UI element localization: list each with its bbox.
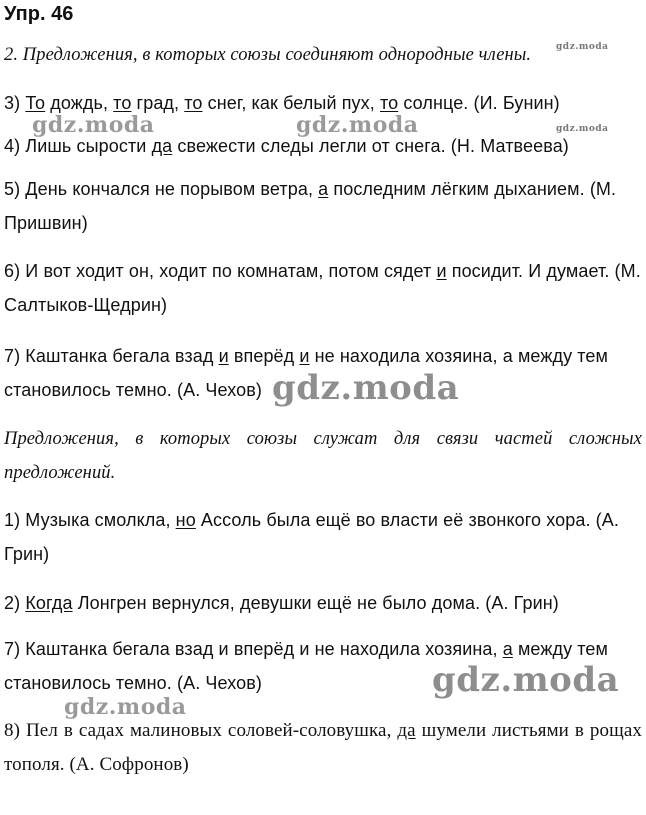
sentence-text: Ассоль была ещё во власти её звонкого хора. (А. Грин) bbox=[4, 510, 619, 564]
sentence-text: 5) День кончался не порывом ветра, bbox=[4, 179, 319, 199]
underlined-conjunction: а bbox=[502, 639, 513, 659]
underlined-conjunction: а bbox=[318, 179, 329, 199]
sentence-text: посидит. И думает. (М. Салтыков-Щедрин) bbox=[4, 261, 641, 315]
watermark-logo: gdz.moda bbox=[432, 660, 620, 700]
sentence-text: вперёд bbox=[228, 346, 300, 366]
sentence-text: свежести следы легли от снега. (Н. Матвеева) bbox=[172, 136, 569, 156]
section1-item-3 bbox=[4, 172, 642, 240]
section1-item-4 bbox=[4, 254, 642, 322]
watermark-logo: gdz.moda bbox=[32, 112, 155, 138]
sentence-text: 3) bbox=[4, 93, 26, 113]
watermark-logo: gdz.moda bbox=[556, 124, 609, 134]
sentence-text: не находила хозяина, а между тем становилось темно. (А. Чехов) bbox=[4, 346, 609, 400]
section2-item-3 bbox=[4, 632, 642, 700]
sentence-text: 2) bbox=[4, 593, 26, 613]
section1-item-2 bbox=[4, 129, 642, 163]
sentence-text: последним лёгким дыханием. (М. Пришвин) bbox=[4, 179, 617, 233]
section1-item-1 bbox=[4, 86, 642, 120]
underlined-conjunction: то bbox=[113, 93, 132, 113]
underlined-conjunction: и bbox=[299, 346, 310, 366]
underlined-conjunction: да bbox=[397, 720, 416, 741]
sentence-text: солнце. (И. Бунин) bbox=[398, 93, 560, 113]
underlined-conjunction: то bbox=[184, 93, 203, 113]
section2-item-1 bbox=[4, 503, 642, 571]
watermark-logo: gdz.moda bbox=[64, 694, 187, 720]
underlined-conjunction: То bbox=[25, 93, 46, 113]
sentence-text: 1) Музыка смолкла, bbox=[4, 510, 176, 530]
underlined-conjunction: то bbox=[379, 93, 399, 113]
underlined-conjunction: Когда bbox=[25, 593, 73, 613]
sentence-text: 6) И вот ходит он, ходит по комнатам, потом сядет bbox=[4, 261, 437, 281]
section2-title: Предложения, в которых союзы служат для связи частей сложных предложений. bbox=[4, 429, 642, 483]
sentence-text: снег, как белый пух, bbox=[202, 93, 380, 113]
watermark-logo: gdz.moda bbox=[556, 42, 609, 52]
exercise-heading: Упр. 46 bbox=[4, 3, 74, 25]
underlined-conjunction: и bbox=[218, 346, 229, 366]
underlined-conjunction: и bbox=[436, 261, 447, 281]
section2-item-4 bbox=[4, 714, 642, 782]
sentence-text: шумели листьями в рощах тополя. (А. Софронов) bbox=[4, 720, 642, 775]
section2-item-2 bbox=[4, 586, 642, 620]
sentence-text: 7) Каштанка бегала взад bbox=[4, 346, 219, 366]
underlined-conjunction: но bbox=[175, 510, 196, 530]
sentence-text: град, bbox=[131, 93, 185, 113]
watermark-logo: gdz.moda bbox=[296, 112, 419, 138]
section1-title: 2. Предложения, в которых союзы соединяют однородные члены. bbox=[4, 45, 532, 65]
section1-item-5 bbox=[4, 339, 642, 407]
sentence-text: 8) Пел в садах малиновых соловей-соловушка, bbox=[4, 720, 398, 741]
sentence-text: дождь, bbox=[45, 93, 114, 113]
sentence-text: между тем становилось темно. (А. Чехов) bbox=[4, 639, 609, 693]
sentence-text: Лонгрен вернулся, девушки ещё не было дома. (А. Грин) bbox=[72, 593, 559, 613]
underlined-conjunction: да bbox=[151, 136, 173, 156]
sentence-text: 7) Каштанка бегала взад и вперёд и не находила хозяина, bbox=[4, 639, 503, 659]
watermark-logo: gdz.moda bbox=[272, 368, 460, 408]
sentence-text: 4) Лишь сырости bbox=[4, 136, 152, 156]
